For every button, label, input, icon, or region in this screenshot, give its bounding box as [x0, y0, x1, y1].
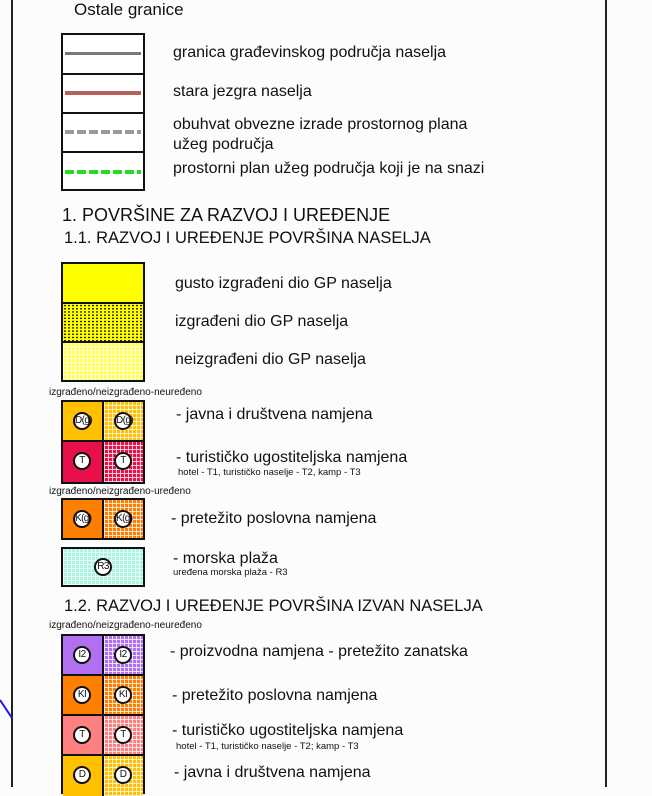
boundary-legend-box: [61, 33, 145, 191]
caption-regulated: izgrađeno/neizgrađeno-uređeno: [49, 486, 191, 497]
boundary-label-building-area: granica građevinskog područja naselja: [173, 44, 447, 61]
use-label-craft: - proizvodna namjena - pretežito zanatska: [170, 643, 468, 660]
code-badge-t: T: [114, 726, 132, 744]
code-badge-kg: K(g): [73, 510, 91, 528]
gray-dashed-line-icon: [65, 130, 141, 134]
section-1-heading: 1. POVRŠINE ZA RAZVOJ I UREĐENJE: [62, 205, 391, 225]
use-label-public: - javna i društvena namjena: [176, 406, 373, 423]
boundary-label-mandatory-plan-l2: užeg područja: [173, 136, 274, 153]
zone-label-dense: gusto izgrađeni dio GP naselja: [175, 275, 392, 292]
use-label-beach: - morska plaža: [173, 550, 278, 567]
code-badge-r3: R3: [94, 558, 112, 576]
caption-outside-unregulated: izgrađeno/neizgrađeno-neuređeno: [49, 620, 202, 631]
uses-a-grid: [61, 400, 145, 484]
public-built-swatch: [63, 402, 104, 442]
outside-uses-grid: [61, 634, 145, 794]
craft-unbuilt-swatch: [104, 636, 143, 676]
built-swatch: [63, 304, 143, 343]
boundary-row-1: [63, 35, 143, 75]
zone-label-built: izgrađeni dio GP naselja: [175, 313, 349, 330]
code-badge-kg: K(g): [114, 510, 132, 528]
code-badge-t: T: [73, 726, 91, 744]
use-note-tourism-outside: hotel - T1, turističko naselje - T2; kamp - T3: [176, 741, 359, 752]
public-unbuilt-swatch: [104, 402, 143, 442]
section-1-2-heading: 1.2. RAZVOJ I UREĐENJE POVRŠINA IZVAN NASELJA: [64, 597, 483, 615]
use-label-business: - pretežito poslovna namjena: [171, 510, 377, 527]
public-outside-unbuilt-swatch: [104, 756, 143, 796]
code-badge-ki: KI: [73, 686, 91, 704]
dense-built-swatch: [63, 264, 143, 304]
use-label-tourism: - turističko ugostiteljska namjena: [176, 449, 408, 466]
craft-built-swatch: [63, 636, 104, 676]
zone-label-unbuilt: neizgrađeni dio GP naselja: [175, 351, 366, 368]
boundary-row-4: [63, 153, 143, 189]
public-outside-built-swatch: [63, 756, 104, 796]
right-frame-border: [605, 0, 607, 787]
red-solid-line-icon: [65, 91, 141, 95]
beach-swatch: [61, 547, 145, 587]
blue-map-line: [0, 700, 12, 718]
tourism-built-swatch: [63, 442, 104, 482]
code-badge-ki: KI: [114, 686, 132, 704]
use-label-business-outside: - pretežito poslovna namjena: [172, 687, 378, 704]
code-badge-dg: D(g): [73, 412, 91, 430]
section-1-1-heading: 1.1. RAZVOJ I UREĐENJE POVRŠINA NASELJA: [64, 229, 431, 247]
business-unbuilt-swatch: [104, 500, 143, 538]
use-note-tourism: hotel - T1, turističko naselje - T2, kamp - T3: [178, 467, 361, 478]
code-badge-t: T: [114, 452, 132, 470]
boundary-label-plan-in-force: prostorni plan užeg područja koji je na snazi: [173, 160, 485, 177]
left-frame-border: [11, 0, 13, 787]
caption-unregulated: izgrađeno/neizgrađeno-neuređeno: [49, 387, 202, 398]
tourism-unbuilt-swatch: [104, 442, 143, 482]
boundary-row-3: [63, 114, 143, 153]
code-badge-i2: I2: [114, 646, 132, 664]
business-outside-unbuilt-swatch: [104, 676, 143, 716]
business-regulated-box: [61, 498, 145, 540]
use-note-beach: uređena morska plaža - R3: [173, 567, 288, 578]
gray-solid-line-icon: [65, 52, 141, 55]
tourism-outside-built-swatch: [63, 716, 104, 756]
boundary-label-mandatory-plan-l1: obuhvat obvezne izrade prostornog plana: [173, 116, 468, 133]
unbuilt-swatch: [63, 343, 143, 380]
code-badge-d: D: [73, 766, 91, 784]
map-boundary-line: [0, 680, 14, 730]
business-outside-built-swatch: [63, 676, 104, 716]
code-badge-i2: I2: [73, 646, 91, 664]
settlement-zones-box: [61, 262, 145, 382]
code-badge-t: T: [73, 452, 91, 470]
boundary-row-2: [63, 75, 143, 114]
legend-title: Ostale granice: [74, 0, 184, 19]
green-dashed-line-icon: [65, 170, 141, 174]
boundary-label-old-core: stara jezgra naselja: [173, 83, 312, 100]
code-badge-dg: D(g): [114, 412, 132, 430]
use-label-public-outside: - javna i društvena namjena: [174, 764, 371, 781]
tourism-outside-unbuilt-swatch: [104, 716, 143, 756]
business-built-swatch: [63, 500, 104, 538]
use-label-tourism-outside: - turističko ugostiteljska namjena: [172, 722, 404, 739]
code-badge-d: D: [114, 766, 132, 784]
